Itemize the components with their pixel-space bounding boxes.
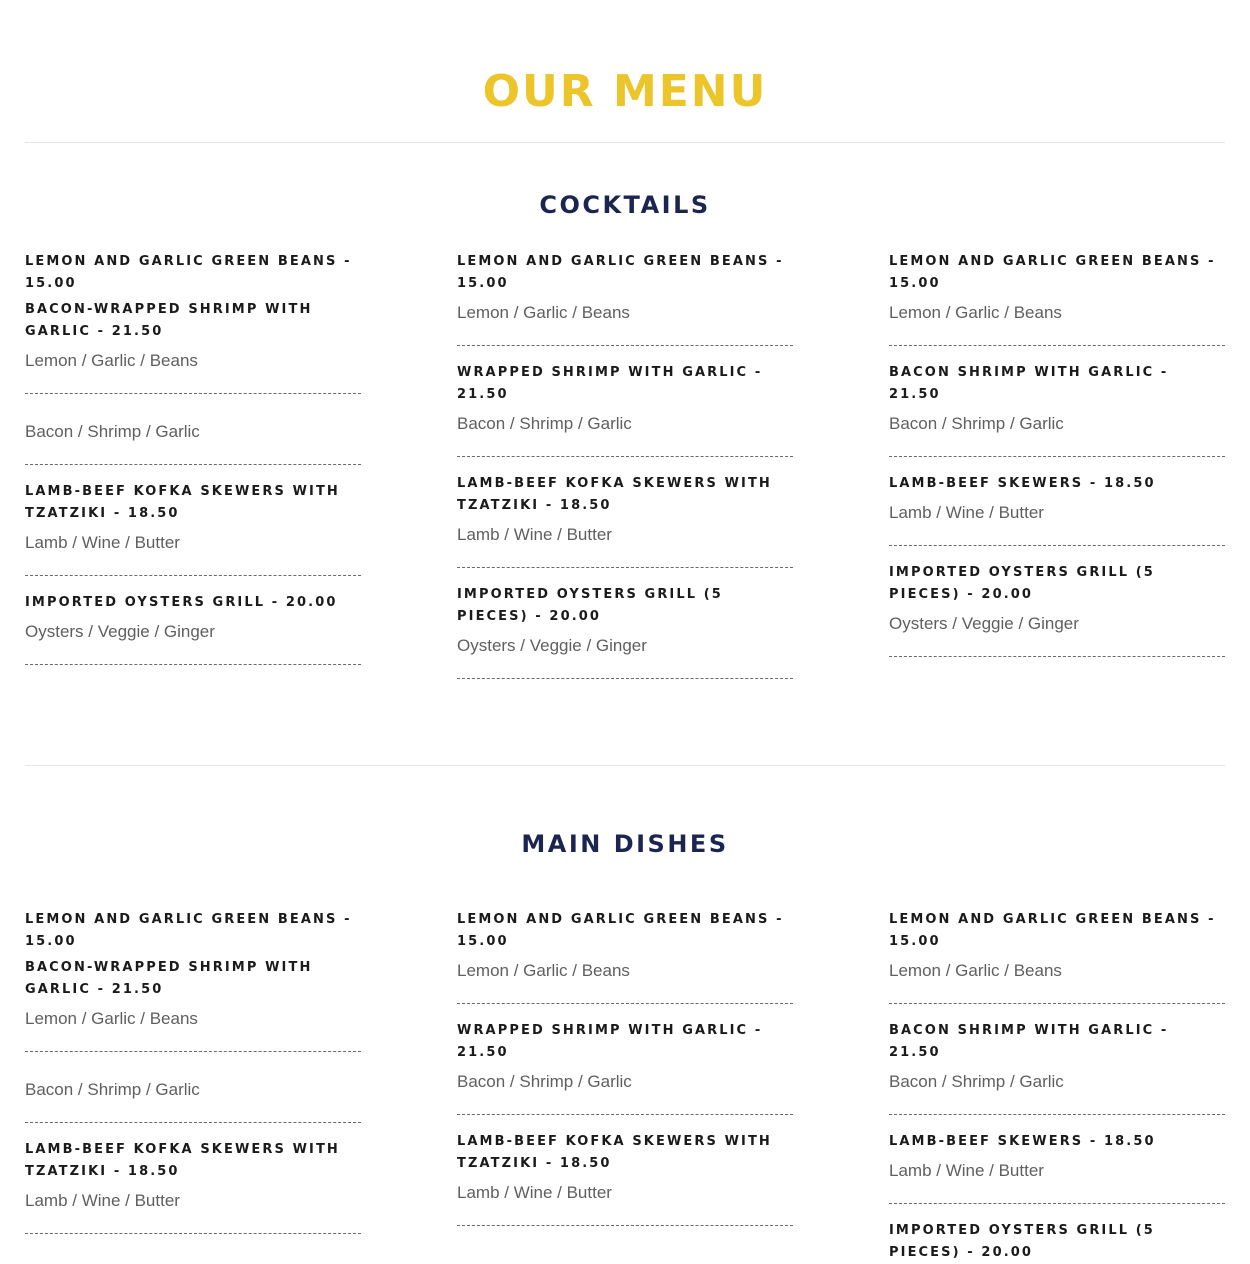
item-divider	[889, 545, 1225, 546]
menu-item-description: Oysters / Veggie / Ginger	[889, 614, 1079, 633]
menu-item-name: BACON SHRIMP WITH GARLIC - 21.50	[889, 365, 1169, 402]
menu-item-name: LAMB-BEEF KOFKA SKEWERS WITH TZATZIKI - 18.50	[457, 476, 772, 513]
menu-item-name: LEMON AND GARLIC GREEN BEANS - 15.00	[25, 254, 352, 291]
menu-item	[25, 251, 361, 394]
menu-column	[457, 251, 793, 695]
menu-item-name: IMPORTED OYSTERS GRILL (5 PIECES) - 20.00	[889, 565, 1155, 602]
menu-item-description: Lemon / Garlic / Beans	[457, 303, 630, 322]
menu-item-description: Lemon / Garlic / Beans	[889, 303, 1062, 322]
menu-item-name: IMPORTED OYSTERS GRILL (5 PIECES) - 20.00	[889, 1223, 1155, 1260]
menu-item	[889, 1220, 1225, 1264]
menu-item-name: LEMON AND GARLIC GREEN BEANS - 15.00	[457, 254, 784, 291]
menu-item	[889, 562, 1225, 657]
menu-item-description: Bacon / Shrimp / Garlic	[457, 414, 632, 433]
title-divider	[25, 142, 1225, 143]
menu-item-name: BACON-WRAPPED SHRIMP WITH GARLIC - 21.50	[25, 302, 313, 339]
menu-item-description: Lamb / Wine / Butter	[25, 533, 180, 552]
item-divider	[889, 1114, 1225, 1115]
menu-item	[889, 1020, 1225, 1115]
menu-item-name: WRAPPED SHRIMP WITH GARLIC - 21.50	[457, 365, 763, 402]
menu-item-name: LEMON AND GARLIC GREEN BEANS - 15.00	[25, 912, 352, 949]
menu-item-description: Lemon / Garlic / Beans	[889, 961, 1062, 980]
menu-item-description: Lamb / Wine / Butter	[25, 1191, 180, 1210]
item-divider	[457, 678, 793, 679]
item-divider	[889, 1203, 1225, 1204]
menu-column	[889, 909, 1225, 1264]
menu-item-description: Bacon / Shrimp / Garlic	[889, 414, 1064, 433]
item-divider	[889, 1003, 1225, 1004]
menu-item-name: LEMON AND GARLIC GREEN BEANS - 15.00	[889, 912, 1216, 949]
item-divider	[889, 456, 1225, 457]
menu-item	[889, 362, 1225, 457]
menu-item	[25, 481, 361, 576]
menu-item-name: LAMB-BEEF KOFKA SKEWERS WITH TZATZIKI - 18.50	[25, 484, 340, 521]
menu-item	[25, 592, 361, 665]
menu-item-description: Lemon / Garlic / Beans	[457, 961, 630, 980]
menu-item-name: LAMB-BEEF SKEWERS - 18.50	[889, 1134, 1156, 1149]
menu-column	[457, 909, 793, 1242]
menu-item	[457, 473, 793, 568]
menu-item-description: Bacon / Shrimp / Garlic	[25, 1080, 200, 1099]
menu-item-description: Lamb / Wine / Butter	[457, 1183, 612, 1202]
item-divider	[457, 1003, 793, 1004]
menu-item	[25, 420, 361, 465]
menu-item-name: LAMB-BEEF SKEWERS - 18.50	[889, 476, 1156, 491]
menu-item-name: LEMON AND GARLIC GREEN BEANS - 15.00	[889, 254, 1216, 291]
menu-column	[25, 909, 361, 1250]
item-divider	[25, 1051, 361, 1052]
menu-column	[25, 251, 361, 681]
menu-item-name: LAMB-BEEF KOFKA SKEWERS WITH TZATZIKI - 18.50	[25, 1142, 340, 1179]
page-title: OUR MENU	[482, 66, 768, 117]
menu-column	[889, 251, 1225, 673]
item-divider	[25, 664, 361, 665]
menu-item	[457, 251, 793, 346]
menu-item	[457, 1020, 793, 1115]
menu-item-description: Lamb / Wine / Butter	[457, 525, 612, 544]
menu-item-description: Bacon / Shrimp / Garlic	[25, 422, 200, 441]
item-divider	[25, 1233, 361, 1234]
menu-item	[457, 362, 793, 457]
menu-item-description: Lemon / Garlic / Beans	[25, 1009, 198, 1028]
item-divider	[889, 656, 1225, 657]
menu-item-name: BACON SHRIMP WITH GARLIC - 21.50	[889, 1023, 1169, 1060]
menu-item-name: BACON-WRAPPED SHRIMP WITH GARLIC - 21.50	[25, 960, 313, 997]
menu-item-description: Lemon / Garlic / Beans	[25, 351, 198, 370]
menu-item-description: Bacon / Shrimp / Garlic	[457, 1072, 632, 1091]
section-divider	[25, 765, 1225, 766]
item-divider	[457, 1225, 793, 1226]
item-divider	[25, 575, 361, 576]
item-divider	[457, 345, 793, 346]
menu-item	[457, 1131, 793, 1226]
menu-item	[889, 1131, 1225, 1204]
item-divider	[457, 1114, 793, 1115]
menu-item	[457, 584, 793, 679]
menu-item-name: WRAPPED SHRIMP WITH GARLIC - 21.50	[457, 1023, 763, 1060]
item-divider	[457, 456, 793, 457]
menu-item-description: Lamb / Wine / Butter	[889, 1161, 1044, 1180]
item-divider	[25, 464, 361, 465]
item-divider	[25, 393, 361, 394]
menu-item-name: IMPORTED OYSTERS GRILL (5 PIECES) - 20.00	[457, 587, 723, 624]
menu-item	[889, 909, 1225, 1004]
menu-item-description: Lamb / Wine / Butter	[889, 503, 1044, 522]
item-divider	[457, 567, 793, 568]
menu-item	[889, 251, 1225, 346]
menu-item-name: IMPORTED OYSTERS GRILL - 20.00	[25, 595, 338, 610]
item-divider	[25, 1122, 361, 1123]
section-title-main-dishes: MAIN DISHES	[521, 830, 729, 858]
menu-item	[457, 909, 793, 1004]
menu-item	[889, 473, 1225, 546]
menu-item-name: LEMON AND GARLIC GREEN BEANS - 15.00	[457, 912, 784, 949]
menu-item-description: Oysters / Veggie / Ginger	[457, 636, 647, 655]
menu-item-description: Bacon / Shrimp / Garlic	[889, 1072, 1064, 1091]
menu-item	[25, 1078, 361, 1123]
menu-item-description: Oysters / Veggie / Ginger	[25, 622, 215, 641]
menu-item	[25, 909, 361, 1052]
menu-item-name: LAMB-BEEF KOFKA SKEWERS WITH TZATZIKI - 18.50	[457, 1134, 772, 1171]
item-divider	[889, 345, 1225, 346]
section-title-cocktails: COCKTAILS	[539, 191, 711, 219]
menu-item	[25, 1139, 361, 1234]
